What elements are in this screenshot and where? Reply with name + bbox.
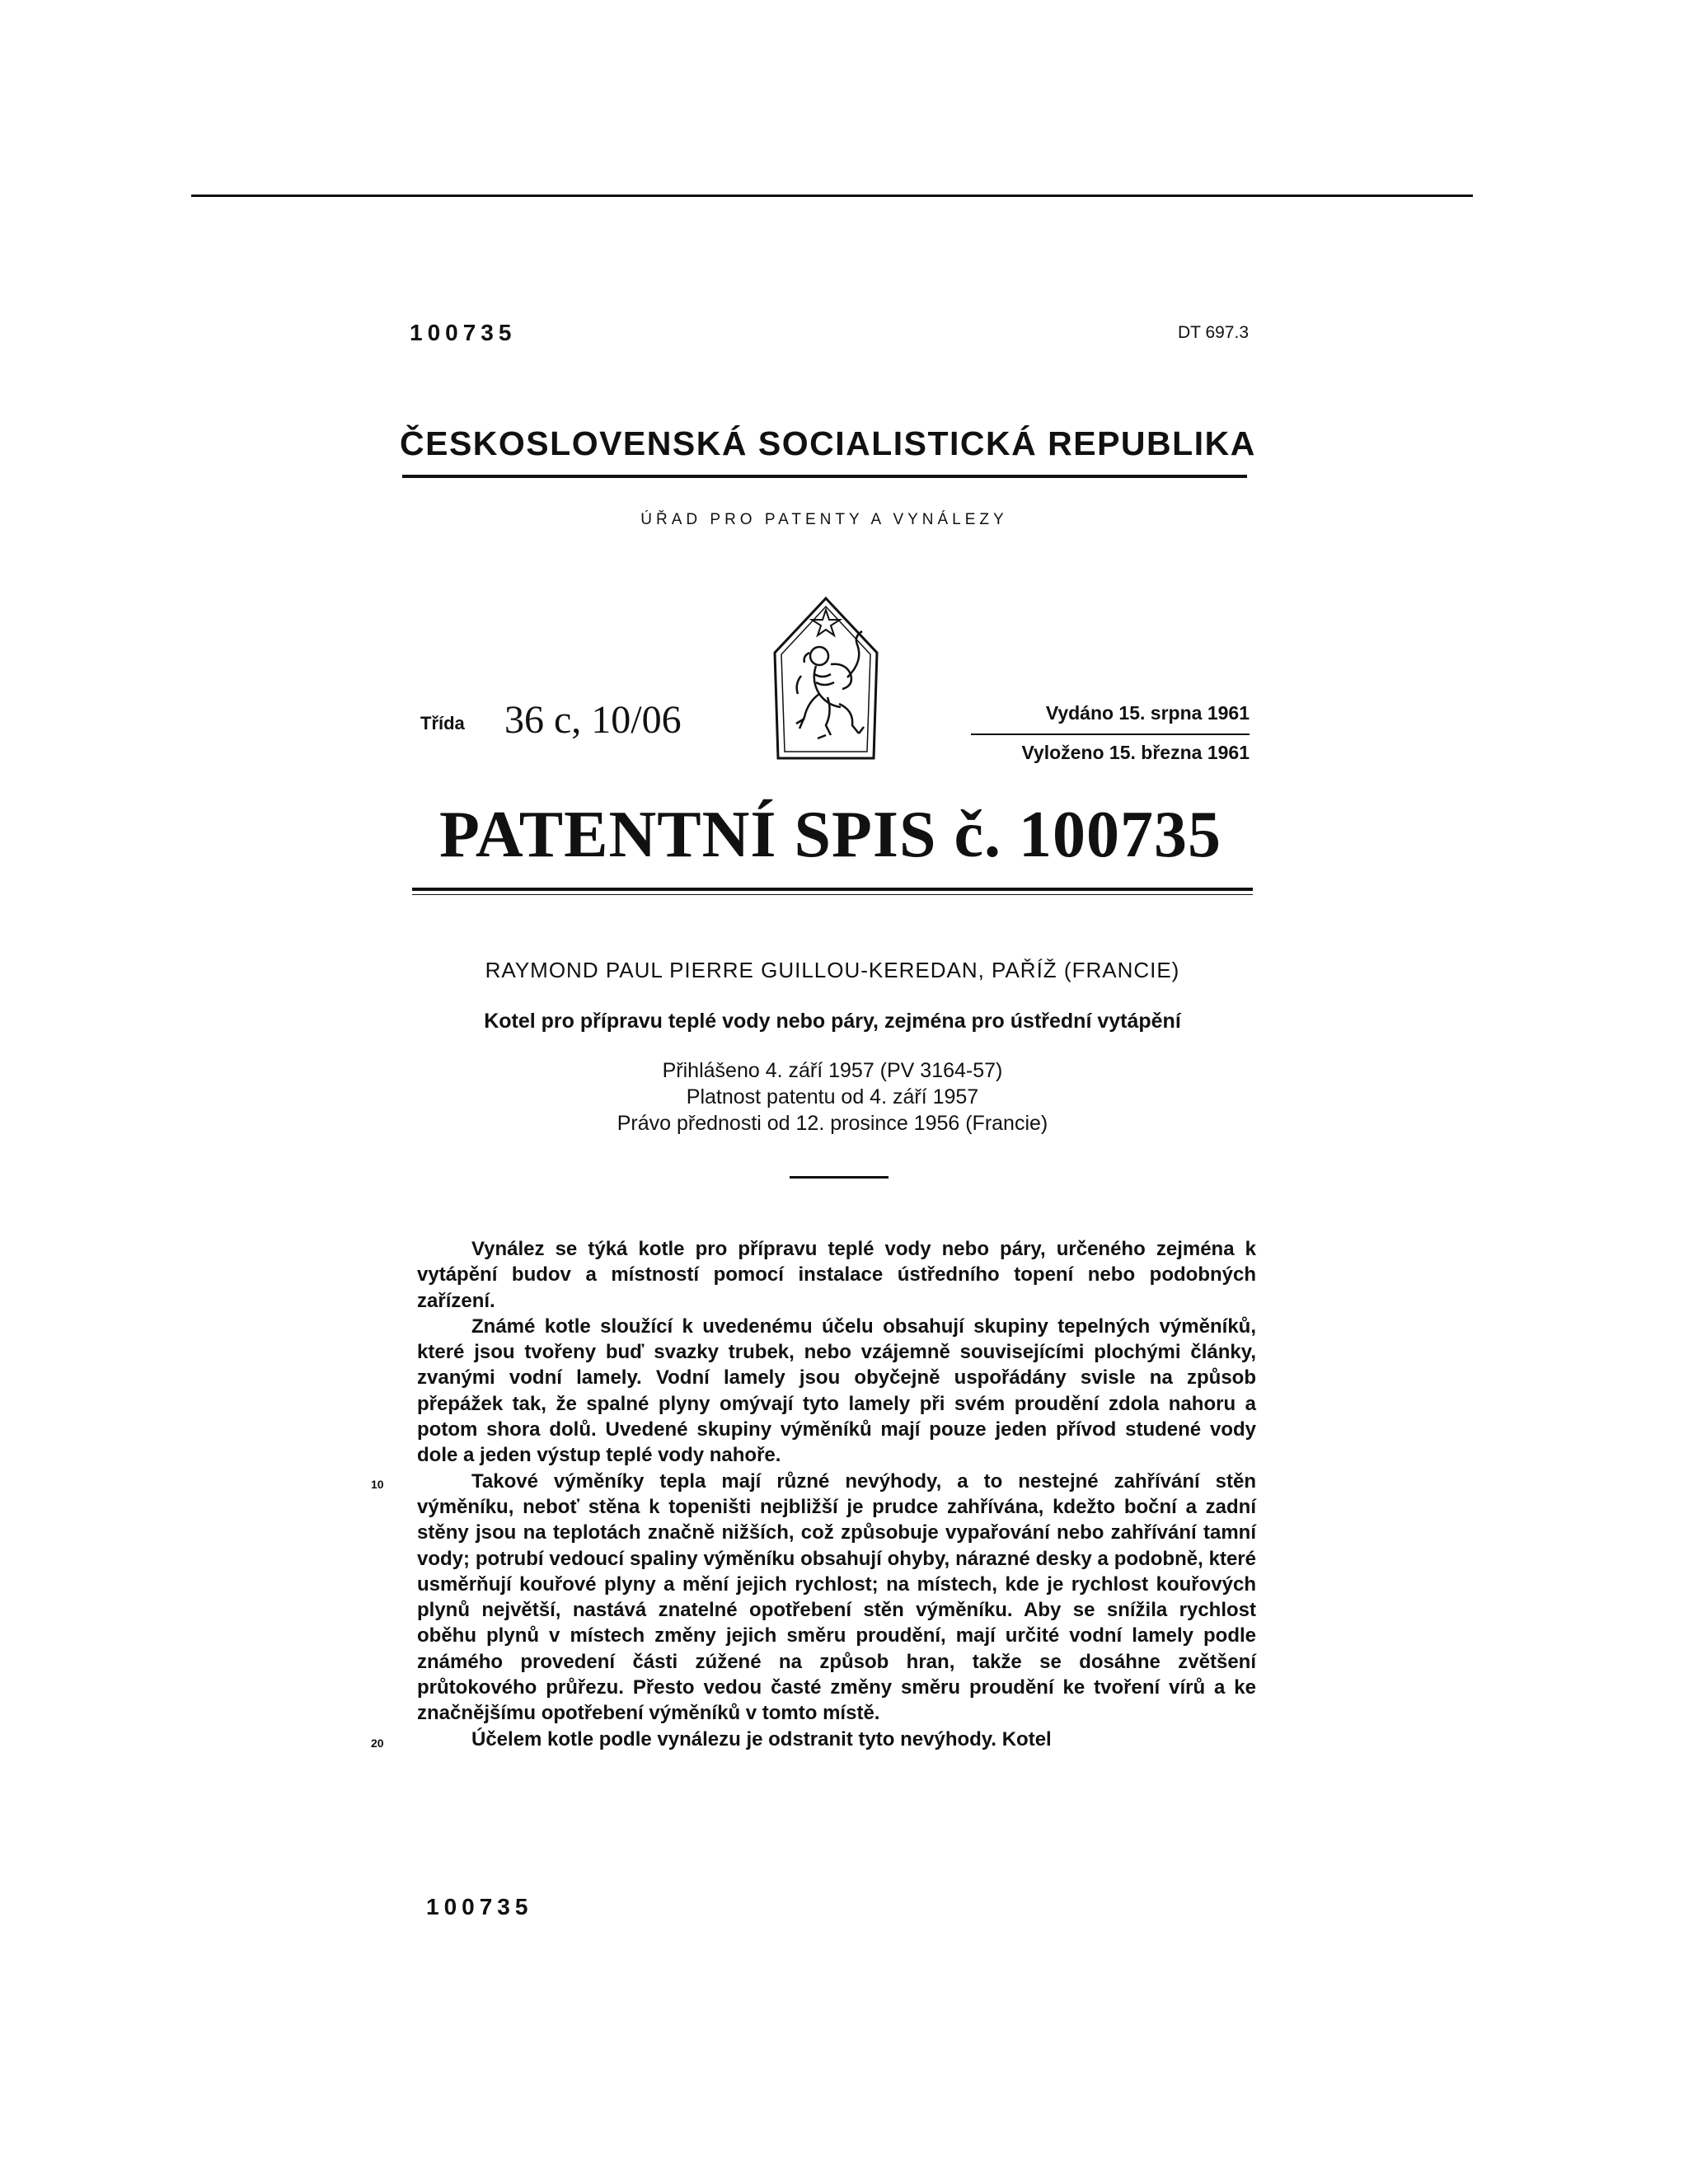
filing-validity: Platnost patentu od 4. září 1957 — [686, 1085, 979, 1108]
office-name: ÚŘAD PRO PATENTY A VYNÁLEZY — [640, 511, 1008, 528]
country-heading: ČESKOSLOVENSKÁ SOCIALISTICKÁ REPUBLIKA — [400, 424, 1256, 462]
filing-applied: Přihlášeno 4. září 1957 (PV 3164-57) — [662, 1059, 1003, 1082]
body-paragraph: Známé kotle sloužící k uvedenému účelu obsahují skupiny tepelných výměníků, které jsou tvořeny buď svazky trubek, nebo vzájemně souvisejícími plochými články, zvanými vodní lamely. Vodní lamely jsou obyčejně uspořádány svisle na způsob přepážek tak, že spalné plyny omývají tyto lamely při svém proudění zdola nahoru a potom shora dolů. Uvedené skupiny výměníků mají pouze jeden přívod studené vody dole a jeden výstup teplé vody nahoře. — [417, 1315, 1256, 1467]
dt-code: DT 697.3 — [1178, 323, 1249, 342]
document-number-top: 100735 — [410, 320, 517, 345]
document-number-bottom: 100735 — [426, 1894, 533, 1919]
classification-label: Třída — [420, 713, 465, 733]
top-rule — [191, 194, 1473, 197]
displayed-date: Vyloženo 15. března 1961 — [1021, 742, 1250, 763]
body-paragraph: Vynález se týká kotle pro přípravu teplé vody nebo páry, určeného zejména k vytápění budov a místností pomocí instalace ústředního topení nebo podobných zařízení. — [417, 1238, 1256, 1312]
title-rule-thin — [412, 894, 1253, 895]
line-number: 20 — [371, 1736, 384, 1750]
section-divider — [790, 1176, 889, 1179]
dates-rule — [971, 733, 1250, 735]
issued-date: Vydáno 15. srpna 1961 — [1045, 702, 1250, 724]
country-rule — [402, 475, 1247, 478]
classification-value: 36 c, 10/06 — [504, 698, 682, 742]
inventor: RAYMOND PAUL PIERRE GUILLOU-KEREDAN, PAŘÍŽ (FRANCIE) — [485, 958, 1180, 982]
body-text — [417, 1236, 1256, 1752]
line-number: 10 — [371, 1478, 384, 1491]
body-paragraph: Takové výměníky tepla mají různé nevýhody, a to nestejné zahřívání stěn výměníku, neboť stěna k topeništi nejbližší je prudce zahřívána, kdežto boční a zadní stěny jsou na teplotách značně nižších, což způsobuje vypařování nebo zahřívání tamní vody; potrubí vedoucí spaliny výměníku obsahují ohyby, nárazné desky a podobně, které usměrňují kouřové plyny a mění jejich rychlost; na místech, kde je rychlost kouřových plynů největší, nastává znatelné opotřebení stěn výměníku. Aby se snížila rychlost oběhu plynů v místech změny jejich směru proudění, mají určité vodní lamely podle známého provedení části zúžené na způsob hran, takže se dosáhne zvětšení průtokového průřezu. Přesto vedou časté změny směru proudění ke tvoření vírů a ke značnějšímu opotřebení výměníků v tomto místě. — [417, 1469, 1256, 1725]
filing-info — [412, 1057, 1253, 1137]
invention-title: Kotel pro přípravu teplé vody nebo páry, zejména pro ústřední vytápění — [484, 1010, 1181, 1033]
body-paragraph: Účelem kotle podle vynálezu je odstranit tyto nevýhody. Kotel — [471, 1727, 1052, 1750]
state-emblem-lion-icon — [768, 595, 884, 770]
title-rule-thick — [412, 888, 1253, 891]
patent-title: PATENTNÍ SPIS č. 100735 — [438, 799, 1221, 871]
filing-priority: Právo přednosti od 12. prosince 1956 (Francie) — [617, 1112, 1048, 1135]
